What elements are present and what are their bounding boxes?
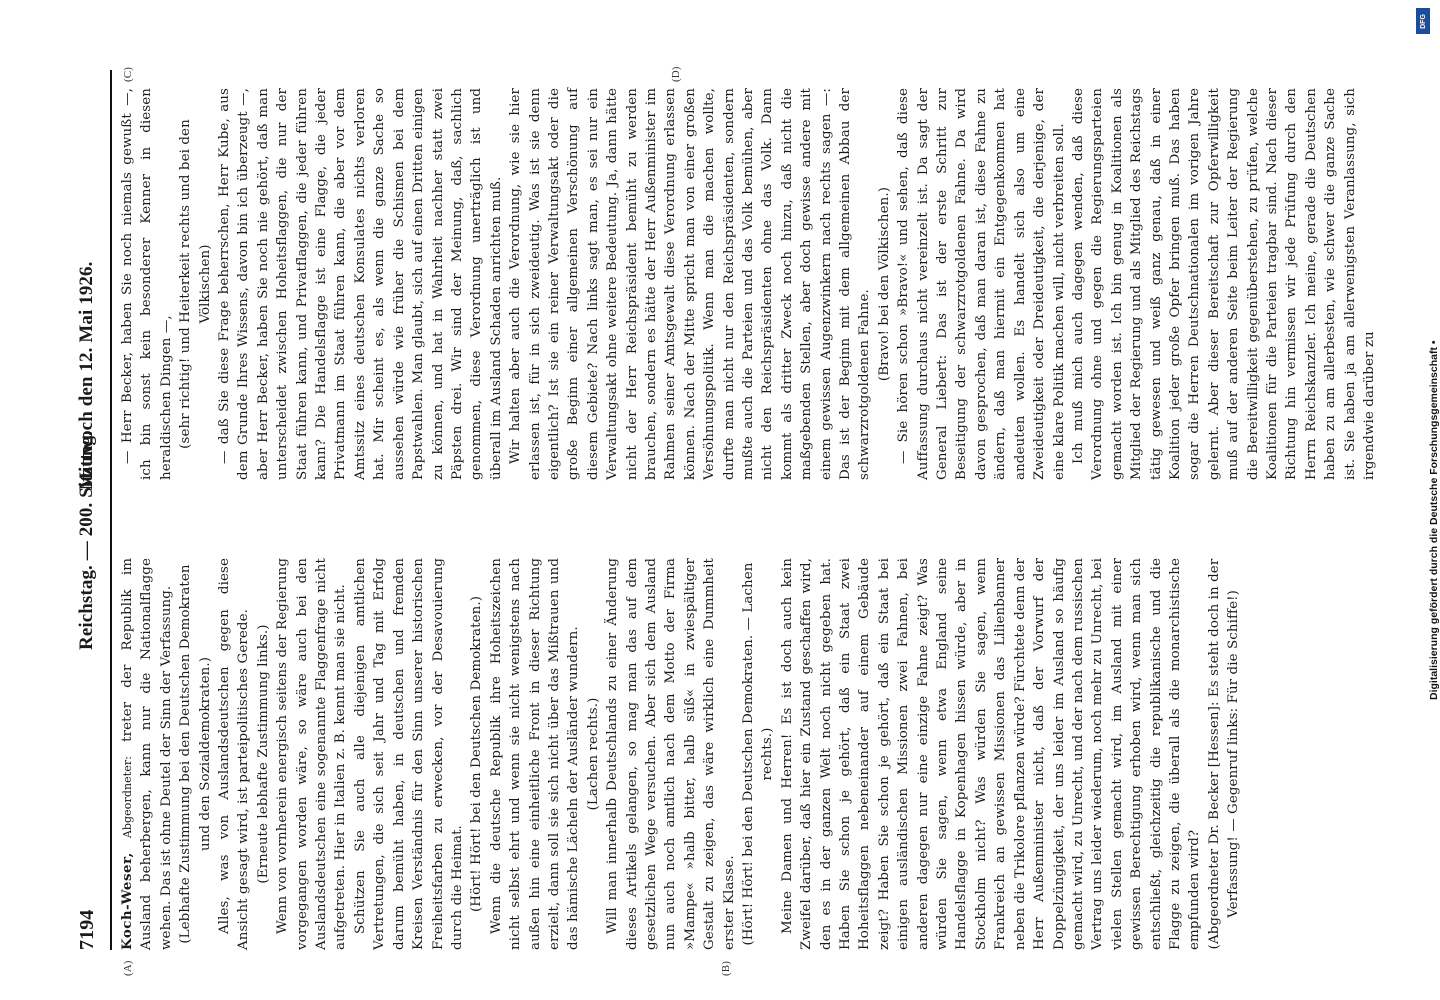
left-interjection: (Lebhafte Zustimmung bei den Deutschen Demokraten und den Sozialdemokraten.)	[178, 564, 213, 944]
left-paragraph: Wenn die deutsche Republik ihre Hoheitszeichen nicht selbst ehrt und wenn sie nicht wenigstens nach außen hin eine einheitliche Front in dieser Richtung erzielt, dann soll sie sich nicht über das Mißtrauen und das hämische Lächeln der Ausländer wundern.	[488, 558, 582, 950]
page-number: 7194	[76, 909, 98, 950]
page-header	[70, 70, 110, 950]
footer-credit	[1408, 20, 1440, 700]
header-left-title: Reichstag. — 200. Sitzung.	[76, 431, 97, 650]
speaker-name: Koch-Weser,	[119, 852, 135, 950]
margin-mark-c: (C)	[122, 67, 134, 82]
header-right-title: Mittwoch den 12. Mai 1926.	[76, 261, 97, 490]
left-interjection: (Hört! Hört! bei den Deutschen Demokraten. — Lachen rechts.)	[741, 562, 776, 946]
left-paragraph: Meine Damen und Herren! Es ist doch auch kein Zweifel darüber, daß hier ein Zustand geschaffen wird, den es in der ganzen Welt noch nicht gegeben hat. Haben Sie schon je gehört, daß ein Staat zwei Hoheitsflaggen nebeneinander auf einem Gebäude zeigt? Haben Sie schon je gehört, daß ein Staat bei einigen ausländischen Missionen zwei Fahnen, bei anderen dagegen nur eine einzige Fahne zeigt? Was würden Sie sagen, wenn etwa England seine Handelsflagge in Kopenhagen hissen würde, aber in Stockholm nicht? Was würden Sie sagen, wenn Frankreich an gewissen Missionen das Lilienbanner neben die Trikolore pflanzen würde? Fürchtete denn der Herr Außenminister nicht, daß der Vorwurf der Doppelzüngigkeit, der uns leider im Ausland so häufig gemacht wird, zu Unrecht, und der nach dem russischen Vertrag uns leider wiederum, noch mehr zu Unrecht, bei vielen Stellen gemacht wird, im Ausland mit einer gewissen Berechtigung erhoben wird, wenn man sich entschließt, gleichzeitig die republikanische und die Flagge zu zeigen, die überall als die monarchistische empfunden wird?	[779, 558, 1203, 950]
margin-mark-d: (D)	[670, 66, 682, 82]
right-paragraph: — Herr Becker, haben Sie noch niemals gewußt —, ich bin sonst kein besonderer Kenner in diesen heraldischen Dingen —,	[120, 88, 174, 480]
left-paragraph: Wenn von vornherein energisch seitens der Regierung vorgegangen worden wäre, so wäre auch bei den Auslandsdeutschen eine sogenannte Flaggenfrage nicht aufgetreten. Hier in Italien z. B. kennt man sie nicht.	[275, 558, 349, 950]
document-page	[70, 66, 1377, 976]
margin-mark-a: (A)	[122, 960, 134, 976]
left-interjection: (Erneute lebhafte Zustimmung links.)	[255, 624, 271, 884]
dfg-logo	[1416, 8, 1430, 34]
margin-mark-b: (B)	[720, 961, 732, 976]
left-paragraph: Will man innerhalb Deutschlands zu einer Änderung dieses Artikels gelangen, so mag man das auf dem gesetzlichen Wege versuchen. Aber sich dem Ausland nun auch noch amtlich nach dem Motto der Firma »Mampe« »halb bitter, halb süß« in zwiespältiger Gestalt zu zeigen, das wäre wirklich eine Dummheit erster Klasse.	[605, 558, 737, 950]
left-speaker-paragraph	[118, 558, 176, 950]
footer-text: Digitalisierung gefördert durch die Deutsche Forschungsgemeinschaft •	[1428, 340, 1440, 700]
right-paragraph: — Sie hören schon »Bravo!« und sehen, daß diese Auffassung durchaus nicht vereinzelt ist. Da sagt der General Liebert: Das ist der erste Schritt zur Beseitigung der schwarzrotgoldenen Fahne. Da wird davon gesprochen, daß man daran ist, diese Fahne zu ändern, daß man hiermit ein Entgegenkommen hat andeuten wollen. Es handelt sich also um eine Zweideutigkeit oder Dreideutigkeit, die derjenige, der eine klare Politik machen will, nicht verbreiten soll.	[896, 88, 1067, 480]
right-interjection: (Bravo! bei den Völkischen.)	[876, 186, 892, 382]
right-paragraph: Wir halten aber auch die Verordnung, wie sie hier erlassen ist, für in sich zweideutig. Was ist sie denn eigentlich? Ist sie ein reiner Verwaltungsakt oder die große Beginn einer allgemeinen Verschönung auf diesem Gebiete? Nach links sagt man, es sei nur ein Verwaltungsakt ohne weitere Bedeutung. Ja, dann hätte nicht der Herr Reichspräsident bemüht zu werden brauchen, sondern es hätte der Herr Außenminister im Rahmen seiner Amtsgewalt diese Verordnung erlassen können. Nach der Mitte spricht man von einer großen Versöhnungspolitik. Wenn man die machen wollte, durfte man nicht nur den Reichspräsidenten, sondern mußte auch die Parteien und das Volk bemühen, aber nicht den Reichspräsidenten ohne das Volk. Dann kommt als dritter Zweck noch hinzu, daß nicht die maßgebenden Stellen, aber doch gewisse andere mit einem gewissen Augenzwinkern nach rechts sagen —: Das ist der Beginn mit dem allgemeinen Abbau der schwarzrotgoldenen Fahne.	[508, 88, 873, 480]
right-column	[118, 88, 1377, 480]
left-interjection: (Abgeordneter Dr. Becker [Hessen]: Es steht doch in der Verfassung! — Gegenruf links: Für die Schiffe!)	[1206, 558, 1242, 950]
right-paragraph: — daß Sie diese Frage beherrschen, Herr Kube, aus dem Grunde Ihres Wissens, davon bin ich überzeugt —, aber Herr Becker, haben Sie noch nie gehört, daß man unterscheidet zwischen Hoheitsflaggen, die nur der Staat führen kann, und Privatflaggen, die jeder führen kann? Die Handelsflagge ist eine Flagge, die jeder Privatmann im Staat führen kann, die aber vor dem Amtssitz eines deutschen Konsulates nichts verloren hat. Mir scheint es, als wenn die ganze Sache so aussehen würde wie früher die Schismen bei dem Papstwahlen. Man glaubt, sich auf einen Dritten einigen zu können, und hat in Wahrheit nachher statt zwei Päpsten drei. Wir sind der Meinung, daß, sachlich genommen, diese Verordnung unerträglich ist und überall im Ausland Schaden anrichten muß.	[217, 88, 504, 480]
left-interjection: (Hört! Hört! bei den Deutschen Demokraten.)	[469, 595, 485, 913]
speech-text: treter der Republik im Ausland beherbergen, kann nur die Nationalflagge wehen. Das ist ohne Deutel der Sinn der Verfassung.	[120, 557, 174, 950]
speaker-role: Abgeordneter:	[121, 755, 134, 839]
left-interjection: (Lachen rechts.)	[585, 697, 601, 811]
left-paragraph: Alles, was von Auslandsdeutschen gegen diese Ansicht gesagt wird, ist parteipolitisches Gerede.	[217, 558, 252, 950]
dfg-logo-text: DFG	[1419, 13, 1427, 29]
header-rule	[110, 70, 112, 950]
left-paragraph: Schützen Sie auch alle diejenigen amtlichen Vertretungen, die sich seit Jahr und Tag mit Erfolg darum bemüht haben, in deutschen und fremden Kreisen Verständnis für den Sinn unserer historischen Freiheitsfarben zu erwecken, vor der Desavouierung durch die Heimat.	[352, 558, 465, 950]
right-paragraph: Ich muß mich auch dagegen wenden, daß diese Verordnung ohne und gegen die Regierungsparteien gemacht worden ist. Ich bin genug in Koalitionen als Mitglied der Regierung und als Mitglied des Reichstags tätig gewesen und weiß ganz genau, daß in einer Koalition jeder große Opfer bringen muß. Das haben sogar die Herren Deutschnationalen im vorigen Jahre gelernt. Aber dieser Bereitschaft zur Opferwilligkeit muß auf der anderen Seite beim Leiter der Regierung die Bereitwilligkeit gegenüberstehen, zu prüfen, welche Koalitionen für die Parteien tragbar sind. Nach dieser Richtung hin vermissen wir jede Prüfung durch den Herrn Reichskanzler. Ich meine, gerade die Deutschen haben zu am allerbesten, wie schwer die ganze Sache ist. Sie haben ja am allerwenigsten Veranlassung, sich irgendwie darüber zu	[1070, 88, 1377, 480]
right-interjection: (sehr richtig! und Heiterkeit rechts und bei den Völkischen)	[178, 119, 213, 449]
left-column	[118, 558, 1358, 950]
